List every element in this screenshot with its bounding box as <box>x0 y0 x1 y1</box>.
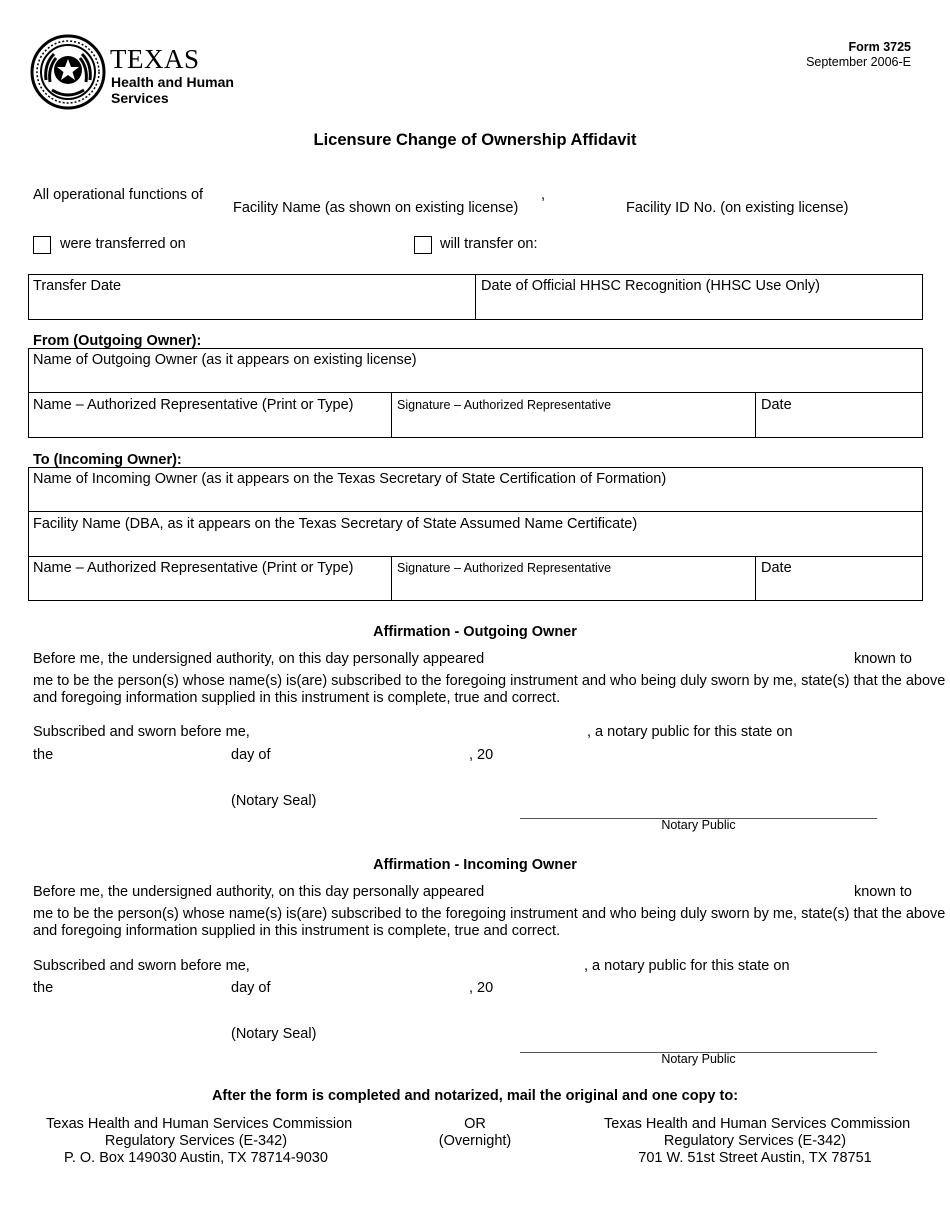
incoming-signature-label: Signature – Authorized Representative <box>397 561 612 575</box>
incoming-notary-state-label: , a notary public for this state on <box>584 958 790 974</box>
incoming-rep-name-label: Name – Authorized Representative (Print or Type) <box>33 560 354 576</box>
incoming-facility-name-label: Facility Name (DBA, as it appears on the Texas Secretary of State Assumed Name Certificate) <box>33 516 638 532</box>
outgoing-owner-name-cell[interactable] <box>28 348 923 393</box>
outgoing-heading: From (Outgoing Owner): <box>33 333 202 349</box>
incoming-date-cell[interactable] <box>756 556 922 600</box>
mail-left-line1: Texas Health and Human Services Commission <box>46 1116 353 1132</box>
page-title: Licensure Change of Ownership Affidavit <box>313 131 637 149</box>
facility-name-label: Facility Name (as shown on existing license) <box>233 200 519 216</box>
hhsc-recognition-label: Date of Official HHSC Recognition (HHSC Use Only) <box>481 278 820 294</box>
affirmation-incoming-line2: me to be the person(s) whose name(s) is(are) subscribed to the foregoing instrument and who being duly sworn by me, state(s) that the above <box>33 906 946 922</box>
mail-overnight: (Overnight) <box>438 1133 512 1149</box>
mail-right-line1: Texas Health and Human Services Commission <box>604 1116 911 1132</box>
outgoing-rep-name-cell[interactable] <box>28 393 392 437</box>
comma-separator: , <box>541 187 546 203</box>
outgoing-the-label: the <box>33 747 54 763</box>
logo-state: TEXAS <box>110 44 200 74</box>
affirmation-outgoing-heading: Affirmation - Outgoing Owner <box>373 624 577 640</box>
incoming-notary-public-label: Notary Public <box>661 1052 736 1066</box>
incoming-the-label: the <box>33 980 54 996</box>
outgoing-year-label: , 20 <box>469 747 494 763</box>
incoming-facility-name-cell[interactable] <box>28 512 923 557</box>
form-number: Form 3725 <box>848 40 911 54</box>
hhsc-recognition-cell[interactable] <box>476 274 922 319</box>
hhs-logo <box>30 34 234 110</box>
outgoing-owner-table <box>28 348 923 438</box>
incoming-owner-name-cell[interactable] <box>28 467 923 512</box>
mail-right-line2: Regulatory Services (E-342) <box>663 1133 847 1149</box>
incoming-year-label: , 20 <box>469 980 494 996</box>
incoming-rep-name-cell[interactable] <box>28 556 392 600</box>
outgoing-sworn-label: Subscribed and sworn before me, <box>33 724 250 740</box>
affirmation-incoming-line3: and foregoing information supplied in this instrument is complete, true and correct. <box>33 923 561 939</box>
mail-or: OR <box>464 1116 486 1132</box>
outgoing-notary-state-label: , a notary public for this state on <box>587 724 793 740</box>
outgoing-signature-cell[interactable] <box>392 393 756 437</box>
outgoing-date-cell[interactable] <box>756 393 922 437</box>
will-transfer-checkbox[interactable] <box>414 236 432 254</box>
incoming-notary-seal-label: (Notary Seal) <box>231 1026 317 1042</box>
incoming-date-label: Date <box>761 560 792 576</box>
affirmation-outgoing-line2: me to be the person(s) whose name(s) is(are) subscribed to the foregoing instrument and who being duly sworn by me, state(s) that the above <box>33 673 946 689</box>
transfer-date-label: Transfer Date <box>33 278 122 294</box>
transfer-date-cell[interactable] <box>28 274 476 319</box>
logo-line1: Health and Human <box>111 74 234 90</box>
outgoing-signature-label: Signature – Authorized Representative <box>397 398 612 412</box>
affirmation-outgoing-line3: and foregoing information supplied in this instrument is complete, true and correct. <box>33 690 561 706</box>
outgoing-rep-name-label: Name – Authorized Representative (Print or Type) <box>33 397 354 413</box>
incoming-owner-table <box>28 467 923 601</box>
all-functions-label: All operational functions of <box>33 187 204 203</box>
affirmation-incoming-known-to: known to <box>853 884 912 900</box>
outgoing-date-label: Date <box>761 397 792 413</box>
mail-left-line3: P. O. Box 149030 Austin, TX 78714-9030 <box>64 1150 328 1166</box>
outgoing-day-of-label: day of <box>231 747 271 763</box>
affirmation-outgoing-line1: Before me, the undersigned authority, on this day personally appeared <box>33 651 485 667</box>
mail-left-line2: Regulatory Services (E-342) <box>104 1133 288 1149</box>
affirmation-outgoing-known-to: known to <box>853 651 912 667</box>
affirmation-incoming-line1: Before me, the undersigned authority, on this day personally appeared <box>33 884 485 900</box>
transfer-date-table <box>28 274 923 320</box>
incoming-owner-name-label: Name of Incoming Owner (as it appears on the Texas Secretary of State Certification of Formation) <box>33 471 667 487</box>
form-date: September 2006-E <box>806 55 911 69</box>
outgoing-notary-public-label: Notary Public <box>661 818 736 832</box>
incoming-heading: To (Incoming Owner): <box>33 452 182 468</box>
facility-id-label: Facility ID No. (on existing license) <box>626 200 849 216</box>
will-transfer-label: will transfer on: <box>440 236 538 252</box>
texas-seal-icon <box>30 34 106 110</box>
logo-line2: Services <box>111 90 169 106</box>
mail-right-line3: 701 W. 51st Street Austin, TX 78751 <box>638 1150 872 1166</box>
incoming-signature-cell[interactable] <box>392 556 756 600</box>
were-transferred-checkbox[interactable] <box>33 236 51 254</box>
affirmation-incoming-heading: Affirmation - Incoming Owner <box>373 857 577 873</box>
were-transferred-label: were transferred on <box>60 236 186 252</box>
outgoing-owner-name-label: Name of Outgoing Owner (as it appears on existing license) <box>33 352 417 368</box>
incoming-sworn-label: Subscribed and sworn before me, <box>33 958 250 974</box>
mail-instruction: After the form is completed and notarized, mail the original and one copy to: <box>211 1088 739 1104</box>
outgoing-notary-seal-label: (Notary Seal) <box>231 793 317 809</box>
incoming-day-of-label: day of <box>231 980 271 996</box>
